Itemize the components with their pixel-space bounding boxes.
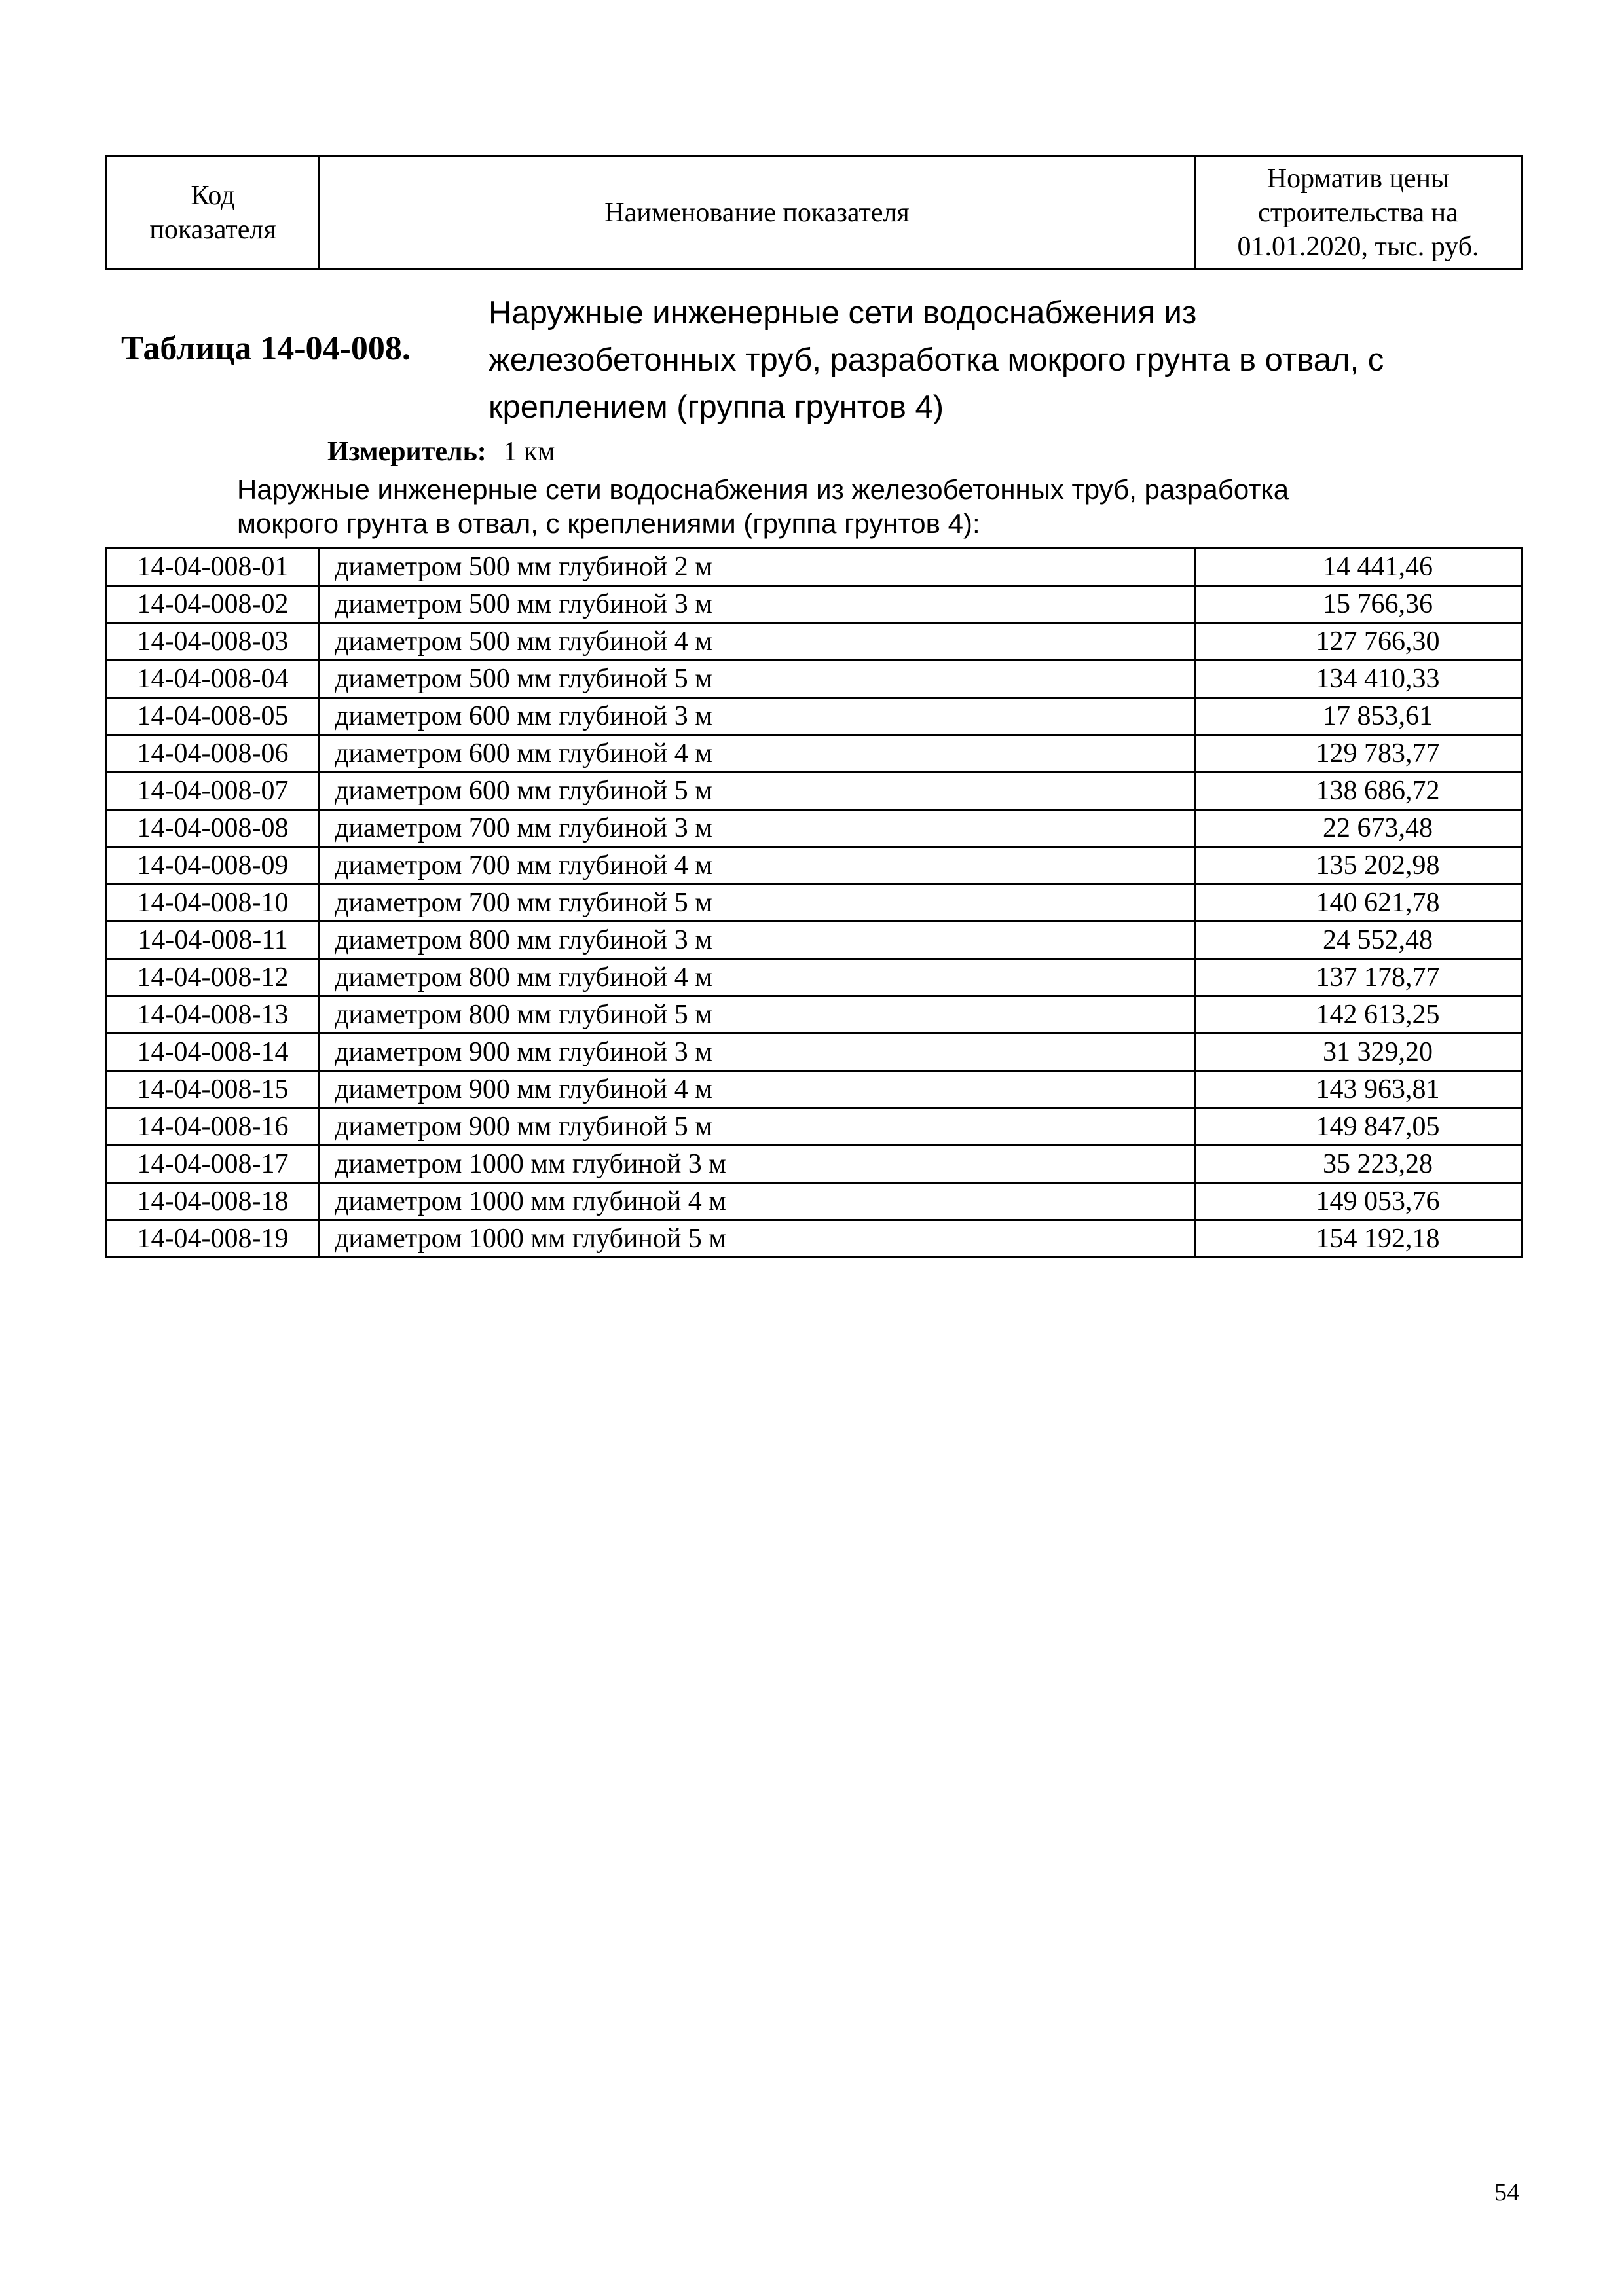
table-row — [107, 847, 1522, 884]
row-price-cell: 22 673,48 — [1195, 810, 1522, 847]
row-name-cell: диаметром 700 мм глубиной 4 м — [320, 847, 1195, 884]
table-number-label: Таблица 14-04-008. — [121, 330, 411, 367]
table-row — [107, 661, 1522, 698]
header-code-line: показателя — [149, 215, 276, 245]
row-name-cell: диаметром 500 мм глубиной 4 м — [320, 623, 1195, 661]
table-row — [107, 922, 1522, 959]
row-code-cell: 14-04-008-10 — [107, 884, 320, 922]
measure-value: 1 км — [503, 437, 555, 467]
row-price-cell: 14 441,46 — [1195, 549, 1522, 586]
measure-label: Измеритель: — [327, 437, 487, 467]
column-header-table — [105, 155, 1522, 270]
row-code-cell: 14-04-008-03 — [107, 623, 320, 661]
row-name-cell: диаметром 1000 мм глубиной 3 м — [320, 1146, 1195, 1183]
row-code-cell: 14-04-008-19 — [107, 1220, 320, 1258]
row-code-cell: 14-04-008-08 — [107, 810, 320, 847]
row-price-cell: 142 613,25 — [1195, 996, 1522, 1034]
row-name-cell: диаметром 900 мм глубиной 5 м — [320, 1108, 1195, 1146]
row-name-cell: диаметром 800 мм глубиной 3 м — [320, 922, 1195, 959]
header-price-line: 01.01.2020, тыс. руб. — [1237, 232, 1479, 262]
row-name-cell: диаметром 600 мм глубиной 4 м — [320, 735, 1195, 773]
row-name-cell: диаметром 1000 мм глубиной 5 м — [320, 1220, 1195, 1258]
header-price-line: строительства на — [1258, 198, 1458, 228]
row-code-cell: 14-04-008-05 — [107, 698, 320, 735]
table-row — [107, 1071, 1522, 1108]
row-code-cell: 14-04-008-17 — [107, 1146, 320, 1183]
row-name-cell: диаметром 900 мм глубиной 4 м — [320, 1071, 1195, 1108]
intro-line: Наружные инженерные сети водоснабжения из железобетонных труб, разработка — [237, 474, 1289, 505]
row-price-cell: 154 192,18 — [1195, 1220, 1522, 1258]
row-code-cell: 14-04-008-16 — [107, 1108, 320, 1146]
row-price-cell: 143 963,81 — [1195, 1071, 1522, 1108]
page-number: 54 — [1494, 2179, 1519, 2206]
row-name-cell: диаметром 600 мм глубиной 3 м — [320, 698, 1195, 735]
row-price-cell: 129 783,77 — [1195, 735, 1522, 773]
row-name-cell: диаметром 700 мм глубиной 3 м — [320, 810, 1195, 847]
row-name-cell: диаметром 700 мм глубиной 5 м — [320, 884, 1195, 922]
row-code-cell: 14-04-008-13 — [107, 996, 320, 1034]
row-name-cell: диаметром 800 мм глубиной 5 м — [320, 996, 1195, 1034]
table-title-line: железобетонных труб, разработка мокрого грунта в отвал, с — [489, 342, 1384, 378]
row-price-cell: 149 847,05 — [1195, 1108, 1522, 1146]
row-name-cell: диаметром 1000 мм глубиной 4 м — [320, 1183, 1195, 1220]
measure-unit — [327, 435, 555, 468]
header-price-cell — [1195, 156, 1522, 270]
row-price-cell: 140 621,78 — [1195, 884, 1522, 922]
table-row — [107, 1034, 1522, 1071]
header-name-cell: Наименование показателя — [320, 156, 1195, 270]
row-price-cell: 134 410,33 — [1195, 661, 1522, 698]
table-row — [107, 996, 1522, 1034]
row-code-cell: 14-04-008-04 — [107, 661, 320, 698]
row-name-cell: диаметром 900 мм глубиной 3 м — [320, 1034, 1195, 1071]
row-code-cell: 14-04-008-18 — [107, 1183, 320, 1220]
row-price-cell: 149 053,76 — [1195, 1183, 1522, 1220]
row-code-cell: 14-04-008-07 — [107, 773, 320, 810]
row-name-cell: диаметром 500 мм глубиной 3 м — [320, 586, 1195, 623]
table-title-line: креплением (группа грунтов 4) — [489, 390, 944, 425]
row-price-cell: 15 766,36 — [1195, 586, 1522, 623]
intro-line: мокрого грунта в отвал, с креплениями (группа грунтов 4): — [237, 508, 980, 539]
table-title — [489, 289, 1523, 431]
table-row — [107, 549, 1522, 586]
row-price-cell: 31 329,20 — [1195, 1034, 1522, 1071]
row-code-cell: 14-04-008-09 — [107, 847, 320, 884]
row-price-cell: 137 178,77 — [1195, 959, 1522, 996]
price-table — [105, 547, 1522, 1258]
row-name-cell: диаметром 500 мм глубиной 2 м — [320, 549, 1195, 586]
row-code-cell: 14-04-008-02 — [107, 586, 320, 623]
row-code-cell: 14-04-008-01 — [107, 549, 320, 586]
row-name-cell: диаметром 800 мм глубиной 4 м — [320, 959, 1195, 996]
table-row — [107, 810, 1522, 847]
row-code-cell: 14-04-008-12 — [107, 959, 320, 996]
table-row — [107, 884, 1522, 922]
table-row — [107, 586, 1522, 623]
row-code-cell: 14-04-008-15 — [107, 1071, 320, 1108]
row-code-cell: 14-04-008-06 — [107, 735, 320, 773]
row-price-cell: 138 686,72 — [1195, 773, 1522, 810]
header-price-line: Норматив цены — [1266, 164, 1450, 194]
row-name-cell: диаметром 500 мм глубиной 5 м — [320, 661, 1195, 698]
table-row — [107, 735, 1522, 773]
row-name-cell: диаметром 600 мм глубиной 5 м — [320, 773, 1195, 810]
table-row — [107, 1220, 1522, 1258]
table-title-line: Наружные инженерные сети водоснабжения из — [489, 295, 1197, 331]
table-row — [107, 1146, 1522, 1183]
row-code-cell: 14-04-008-14 — [107, 1034, 320, 1071]
row-price-cell: 35 223,28 — [1195, 1146, 1522, 1183]
row-code-cell: 14-04-008-11 — [107, 922, 320, 959]
column-header-row — [107, 156, 1522, 270]
table-row — [107, 1108, 1522, 1146]
table-row — [107, 773, 1522, 810]
price-table-body — [107, 549, 1522, 1258]
table-row — [107, 698, 1522, 735]
table-row — [107, 1183, 1522, 1220]
table-intro — [237, 473, 1289, 541]
header-code-line: Код — [191, 181, 235, 211]
table-row — [107, 623, 1522, 661]
row-price-cell: 17 853,61 — [1195, 698, 1522, 735]
header-code-cell — [107, 156, 320, 270]
row-price-cell: 127 766,30 — [1195, 623, 1522, 661]
row-price-cell: 135 202,98 — [1195, 847, 1522, 884]
table-row — [107, 959, 1522, 996]
row-price-cell: 24 552,48 — [1195, 922, 1522, 959]
